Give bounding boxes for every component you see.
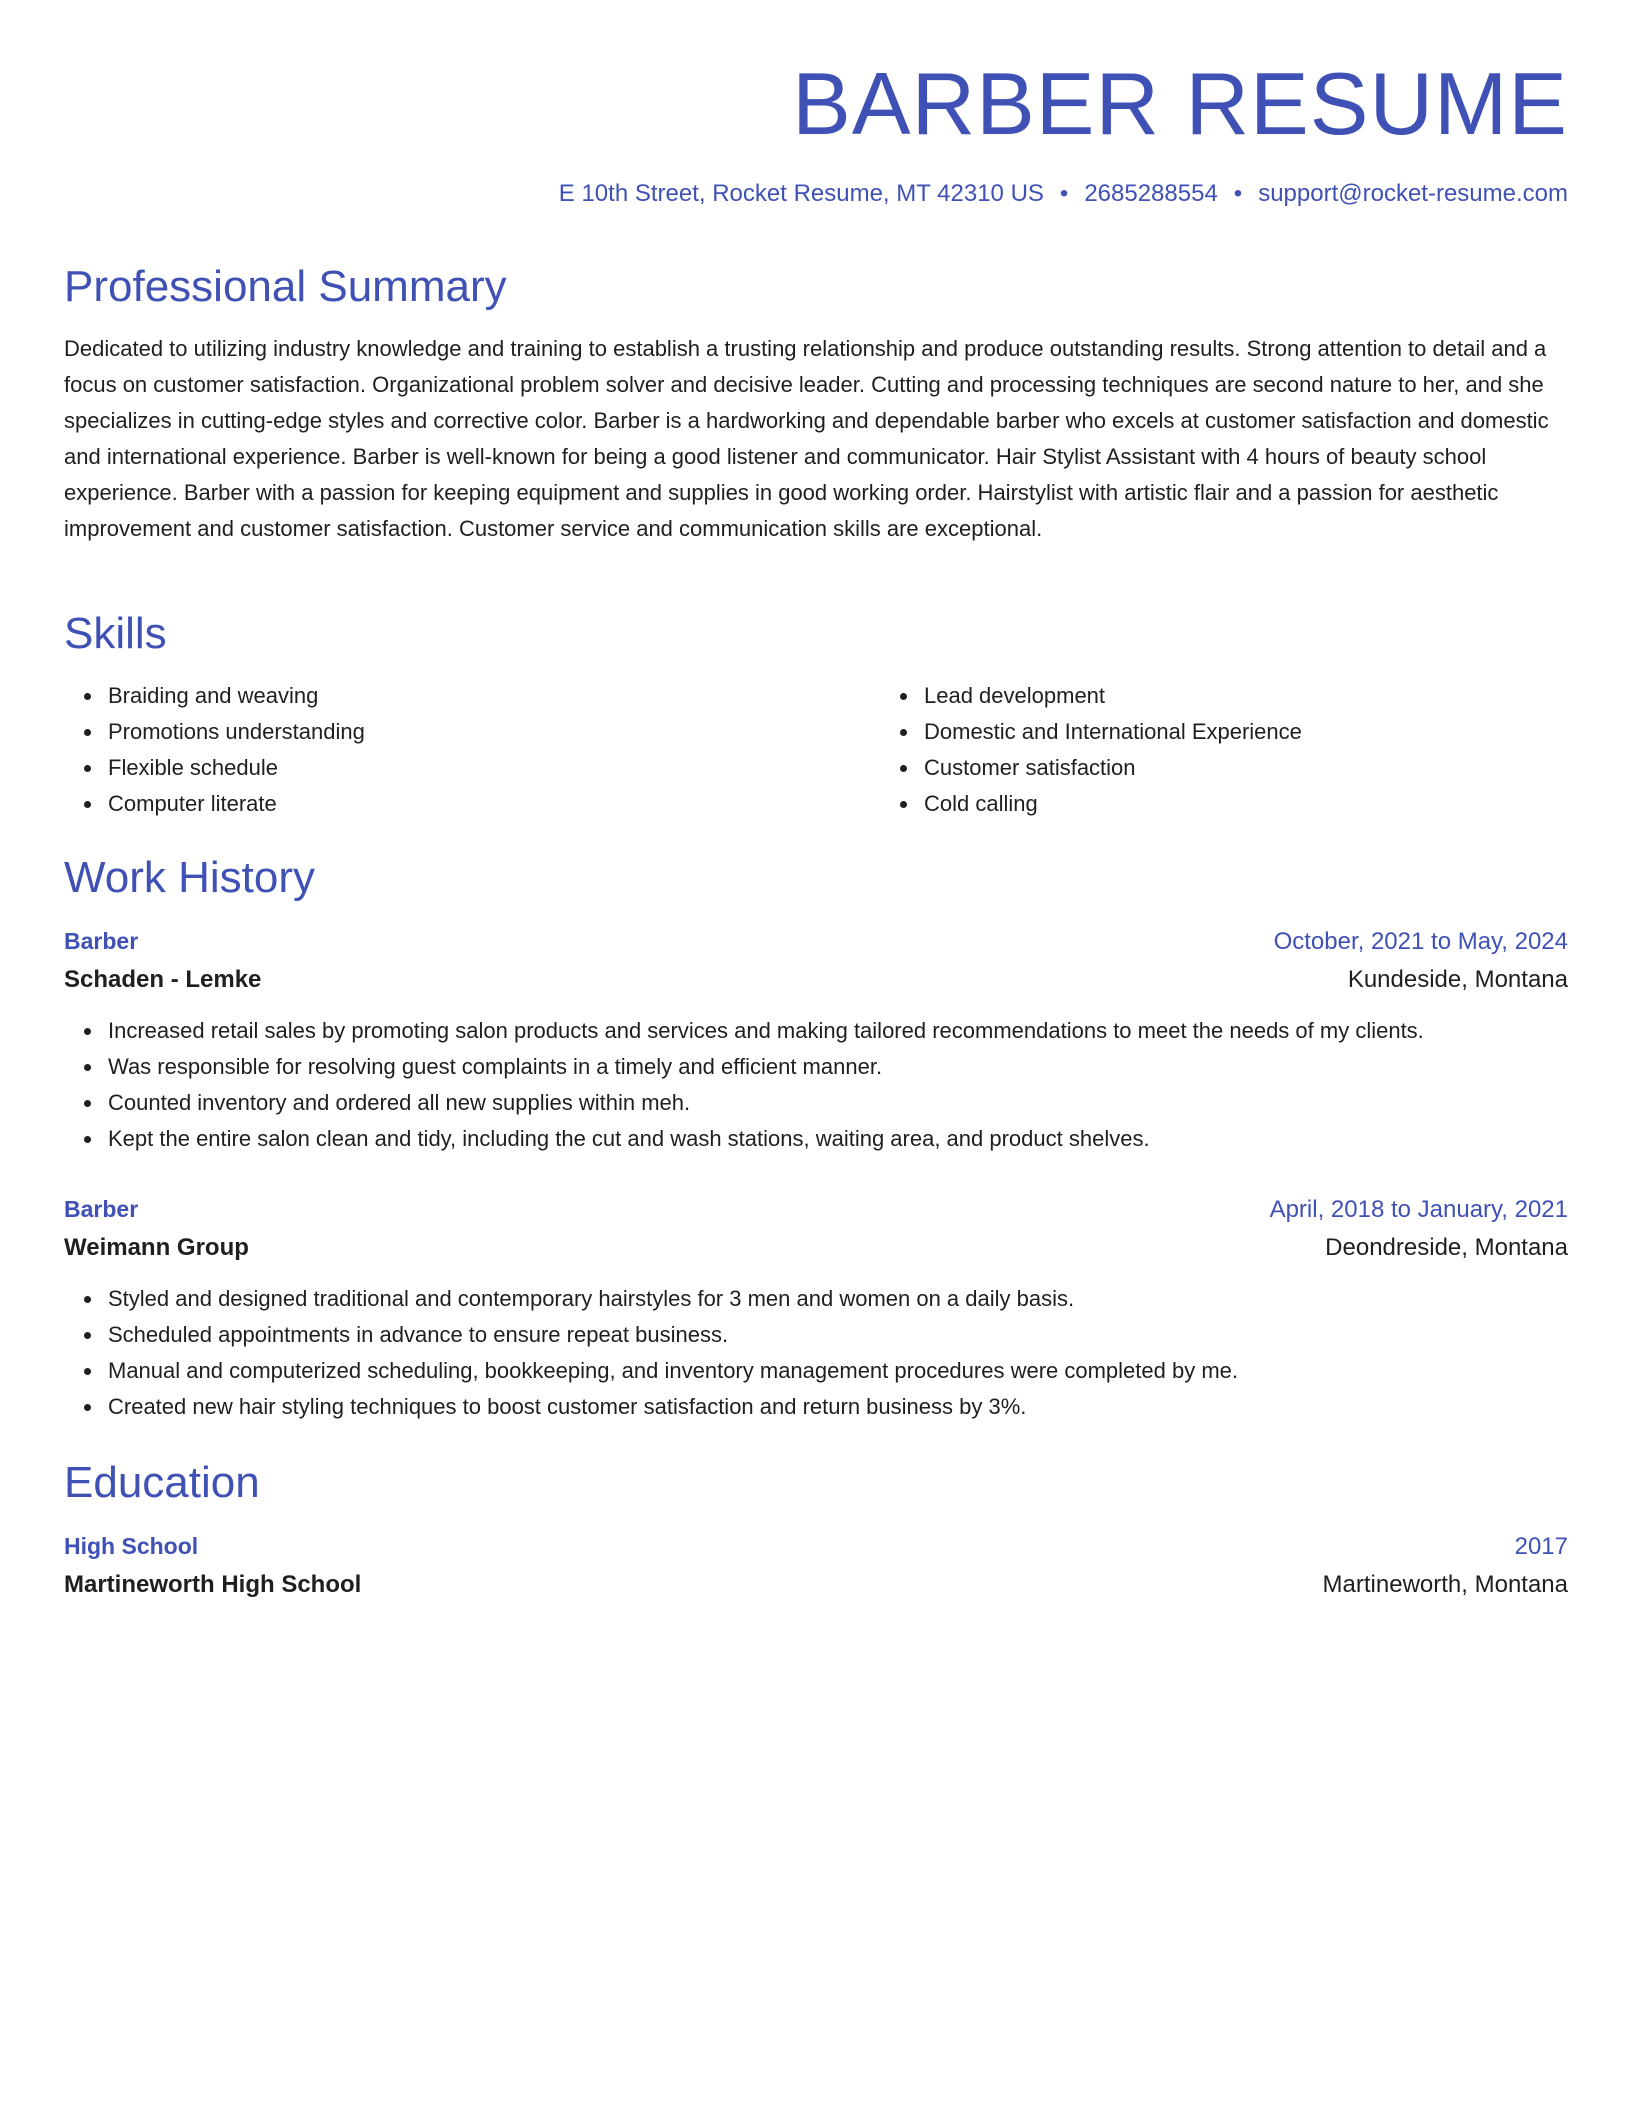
skill-item: Computer literate <box>108 786 880 822</box>
job-company-row <box>64 961 1568 999</box>
education-location: Martineworth, Montana <box>1322 1571 1568 1598</box>
job-title-row <box>64 1190 1568 1229</box>
skill-item: Flexible schedule <box>108 750 880 786</box>
education-school: Martineworth High School <box>64 1571 362 1598</box>
job-company-row <box>64 1229 1568 1267</box>
skill-item: Customer satisfaction <box>924 750 1632 786</box>
skill-item: Lead development <box>924 678 1632 714</box>
skills-heading: Skills <box>64 609 167 658</box>
job-duty: Created new hair styling techniques to boost customer satisfaction and return business by 3%. <box>108 1389 1568 1425</box>
job-title-row <box>64 922 1568 961</box>
skills-column-right <box>880 678 1632 822</box>
job-duty: Styled and designed traditional and contemporary hairstyles for 3 men and women on a daily basis. <box>108 1281 1568 1317</box>
job-duty: Kept the entire salon clean and tidy, including the cut and wash stations, waiting area, and product shelves. <box>108 1121 1568 1157</box>
contact-separator: • <box>1059 180 1069 207</box>
job-duty: Increased retail sales by promoting salon products and services and making tailored recommendations to meet the needs of my clients. <box>108 1013 1568 1049</box>
skills-grid <box>64 678 1632 822</box>
education-school-row <box>64 1566 1568 1604</box>
contact-line <box>64 178 1568 210</box>
job-entry <box>64 922 1568 1157</box>
contact-email[interactable]: support@rocket-resume.com <box>1258 180 1568 207</box>
job-dates: October, 2021 to May, 2024 <box>1273 928 1568 955</box>
job-duty: Counted inventory and ordered all new supplies within meh. <box>108 1085 1568 1121</box>
job-title: Barber <box>64 1196 139 1222</box>
job-location: Kundeside, Montana <box>1347 966 1568 993</box>
skill-item: Promotions understanding <box>108 714 880 750</box>
contact-address: E 10th Street, Rocket Resume, MT 42310 US <box>558 180 1044 207</box>
education-entry <box>64 1527 1568 1604</box>
job-duty: Manual and computerized scheduling, bookkeeping, and inventory management procedures were completed by me. <box>108 1353 1568 1389</box>
work-history-heading: Work History <box>64 853 315 902</box>
job-company: Weimann Group <box>64 1234 249 1261</box>
summary-text: Dedicated to utilizing industry knowledge and training to establish a trusting relationship and produce outstanding results. Strong attention to detail and a focus on customer satisfaction. Organizational problem solver and decisive leader. Cutting and processing techniques are second nature to her, and she specializes in cutting-edge styles and corrective color. Barber is a hardworking and dependable barber who excels at customer satisfaction and domestic and international experience. Barber is well-known for being a good listener and communicator. Hair Stylist Assistant with 4 hours of beauty school experience. Barber with a passion for keeping equipment and supplies in good working order. Hairstylist with artistic flair and a passion for aesthetic improvement and customer satisfaction. Customer service and communication skills are exceptional. <box>64 336 1549 541</box>
job-entry <box>64 1190 1568 1425</box>
job-dates: April, 2018 to January, 2021 <box>1269 1196 1568 1223</box>
skills-column-left <box>64 678 880 822</box>
skill-item: Domestic and International Experience <box>924 714 1632 750</box>
contact-separator: • <box>1233 180 1243 207</box>
job-title: Barber <box>64 928 139 954</box>
education-degree-row <box>64 1527 1568 1566</box>
summary-heading: Professional Summary <box>64 262 507 311</box>
job-duty: Scheduled appointments in advance to ensure repeat business. <box>108 1317 1568 1353</box>
contact-phone: 2685288554 <box>1084 180 1218 207</box>
education-year: 2017 <box>1514 1533 1568 1560</box>
resume-title: BARBER RESUME <box>792 54 1568 153</box>
skill-item: Braiding and weaving <box>108 678 880 714</box>
job-duties-list <box>64 1281 1568 1425</box>
job-duties-list <box>64 1013 1568 1157</box>
education-heading: Education <box>64 1458 260 1507</box>
skill-item: Cold calling <box>924 786 1632 822</box>
job-duty: Was responsible for resolving guest complaints in a timely and efficient manner. <box>108 1049 1568 1085</box>
job-company: Schaden - Lemke <box>64 966 262 993</box>
job-location: Deondreside, Montana <box>1325 1234 1568 1261</box>
education-degree: High School <box>64 1533 199 1559</box>
